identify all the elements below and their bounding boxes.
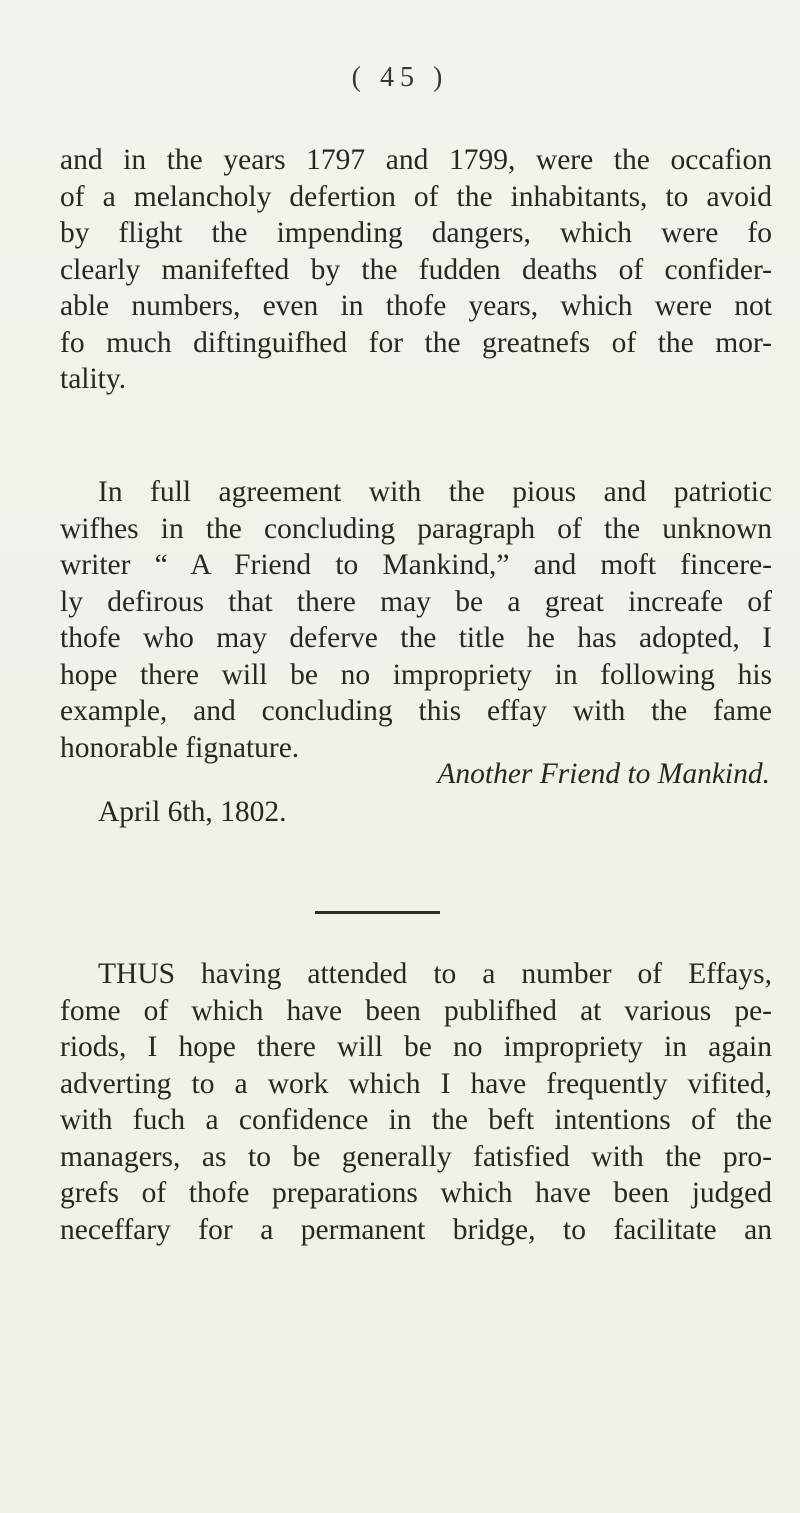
text-line: grefs of thofe preparations which have been judged [60,1177,772,1209]
text-line: honorable fignature. [60,731,300,764]
text-line: neceffary for a permanent bridge, to facilitate an [60,1213,772,1246]
paragraph-3 [60,956,772,1248]
text-line: riods, I hope there will be no impropriety in again [60,1031,772,1063]
page-number: ( 45 ) [351,62,449,93]
paragraph-2 [60,474,772,766]
signature: Another Friend to Mankind. [437,758,770,790]
text-line: ly defirous that there may be a great increafe of [60,585,772,618]
text-line: wifhes in the concluding paragraph of the unknown [60,512,772,545]
text-line: writer “ A Friend to Mankind,” and moft fincere- [60,549,772,581]
text-line: example, and concluding this effay with the fame [60,695,772,727]
paragraph-1 [60,142,772,398]
date-line: April 6th, 1802. [98,796,287,828]
section-divider [315,911,440,914]
text-line: by flight the impending dangers, which were fo [60,217,772,249]
text-line: hope there will be no impropriety in following his [60,658,772,691]
text-line: adverting to a work which I have frequently vifited, [60,1067,772,1100]
text-line: managers, as to be generally fatisfied with the pro- [60,1140,772,1173]
text-line: tality. [60,363,127,395]
text-line: able numbers, even in thofe years, which were not [60,290,772,322]
text-line: with fuch a confidence in the beft intentions of the [60,1104,772,1136]
text-line: clearly manifefted by the fudden deaths of confider- [60,253,772,286]
text-line: of a melancholy defertion of the inhabitants, to avoid [60,180,772,213]
text-line: fo much diftinguifhed for the greatnefs of the mor- [60,326,772,359]
text-line: thofe who may deferve the title he has adopted, I [60,622,772,654]
text-line: and in the years 1797 and 1799, were the occafion [60,144,772,176]
text-line: fome of which have been publifhed at various pe- [60,994,772,1027]
text-line: THUS having attended to a number of Effays, [98,958,772,990]
text-line: In full agreement with the pious and patriotic [98,476,772,508]
